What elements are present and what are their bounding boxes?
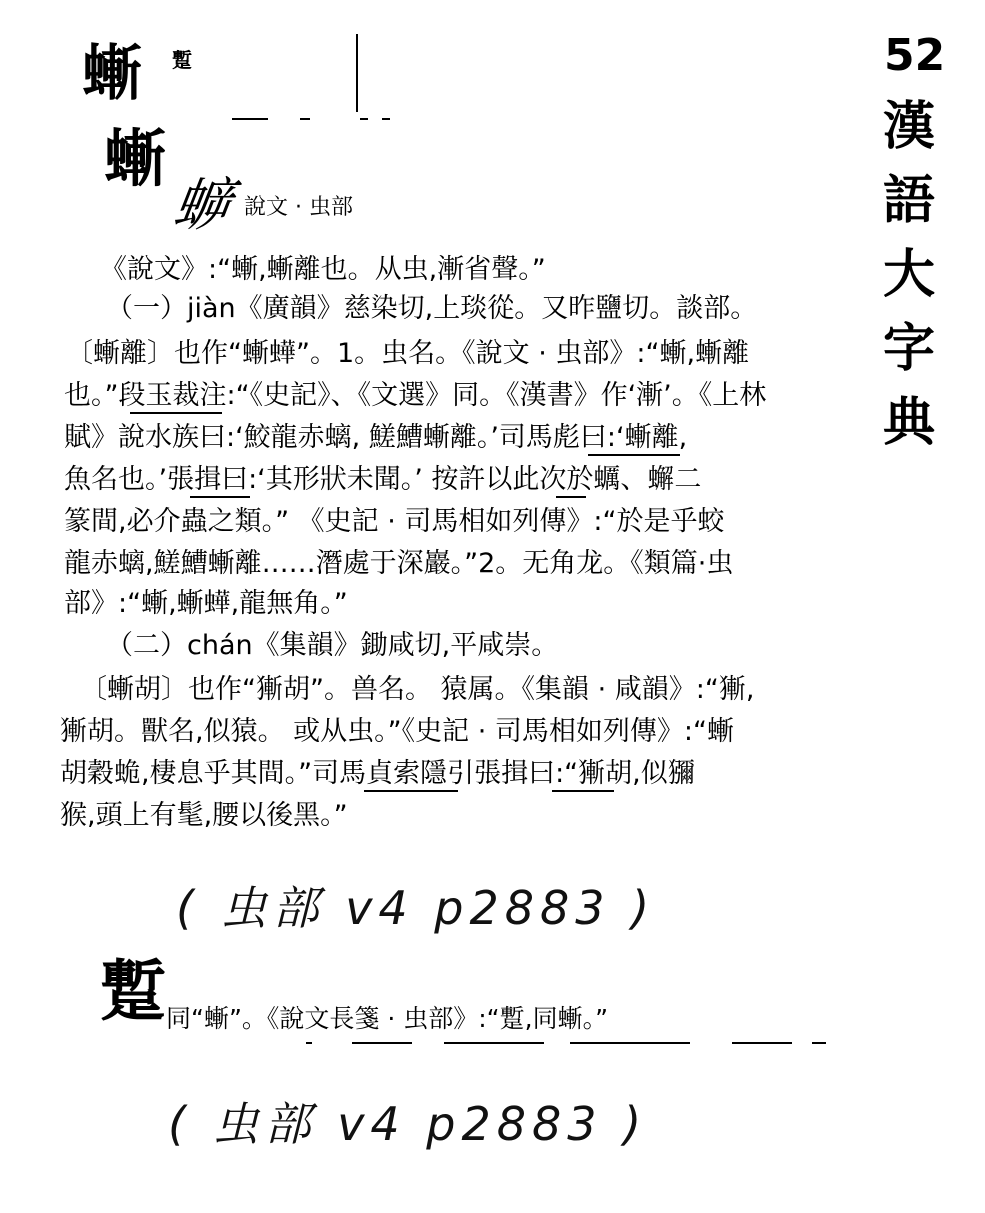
scan-mark [360, 118, 368, 120]
entry-variant-char: 蹔 [172, 48, 192, 72]
entry-text-line: 篆間,必介蟲之類。” 《史記 · 司馬相如列傳》:“於是乎蛟 [64, 506, 725, 537]
scan-mark [232, 118, 268, 120]
entry-text-line: 〔螹胡〕也作“獑胡”。兽名。 猿属。《集韻 · 咸韻》:“獑, [80, 674, 755, 705]
name-underline [552, 790, 614, 792]
book-title-char: 字 [882, 318, 935, 379]
scan-mark [300, 118, 310, 120]
book-title-char: 語 [882, 170, 935, 231]
entry-text-line: 龍赤螭,䱹鰽螹離……潛處于深巖。”2。无角龙。《類篇·虫 [64, 548, 734, 579]
handwritten-reference: ( 虫部 v4 p2883 ) [176, 881, 656, 935]
name-underline [556, 496, 586, 498]
entry-text-line: 同“螹”。《說文長箋 · 虫部》:“蹔,同螹。” [166, 1004, 609, 1033]
scan-mark [352, 1042, 412, 1044]
book-title-char: 典 [882, 392, 935, 453]
entry-text-line: 也。”段玉裁注:“《史記》、《文選》同。《漢書》作‘漸’。《上林 [64, 380, 767, 411]
entry-text-line: 獑胡。獸名,似猿。 或从虫。”《史記 · 司馬相如列傳》:“螹 [60, 716, 734, 747]
name-underline [190, 496, 250, 498]
book-title-char: 大 [882, 244, 935, 305]
scan-mark [382, 118, 390, 120]
name-underline [130, 412, 222, 414]
name-underline [588, 454, 680, 456]
entry-text-line: 〔螹離〕也作“螹𧑍”。1。虫名。《說文 · 虫部》:“螹,螹離 [66, 338, 750, 369]
entry-text-line: （一）jiàn《廣韻》慈染切,上琰從。又昨鹽切。談部。 [106, 293, 758, 324]
entry-text-line: 魚名也。’張揖曰:‘其形狀未聞。’ 按許以此次於蠣、蠏二 [64, 464, 702, 495]
name-underline [364, 790, 458, 792]
entry-head-char: 蹔 [100, 952, 166, 1030]
seal-script-char: 蝷 [168, 171, 237, 239]
seal-source-label: 說文 · 虫部 [244, 195, 353, 220]
entry-text-line: （二）chán《集韻》鋤咸切,平咸崇。 [106, 630, 559, 661]
entry-text-line: 《說文》:“螹,螹離也。从虫,漸省聲。” [100, 254, 546, 285]
page-number: 52 [884, 30, 946, 81]
entry-text-line: 部》:“螹,螹𧑍,龍無角。” [64, 588, 348, 619]
entry-text-line: 猴,頭上有髦,腰以後黑。” [60, 800, 348, 831]
scan-mark [732, 1042, 792, 1044]
scan-mark [812, 1042, 826, 1044]
book-title [874, 90, 944, 460]
book-title-char: 漢 [882, 96, 935, 157]
entry-head-char: 螹 [82, 39, 142, 109]
entry-text-line: 賦》說水族曰:‘鮫龍赤螭, 䱹鰽螹離。’司馬彪曰:‘螹離, [64, 422, 688, 453]
scan-mark [570, 1042, 690, 1044]
column-divider [356, 34, 358, 112]
scan-mark [306, 1042, 312, 1044]
entry-text-line: 胡穀蛫,棲息乎其間。”司馬貞索隱引張揖曰:“獑胡,似獼 [60, 758, 695, 789]
entry-head-char-large: 螹 [104, 122, 167, 195]
scan-mark [444, 1042, 544, 1044]
handwritten-reference: ( 虫部 v4 p2883 ) [168, 1097, 648, 1151]
